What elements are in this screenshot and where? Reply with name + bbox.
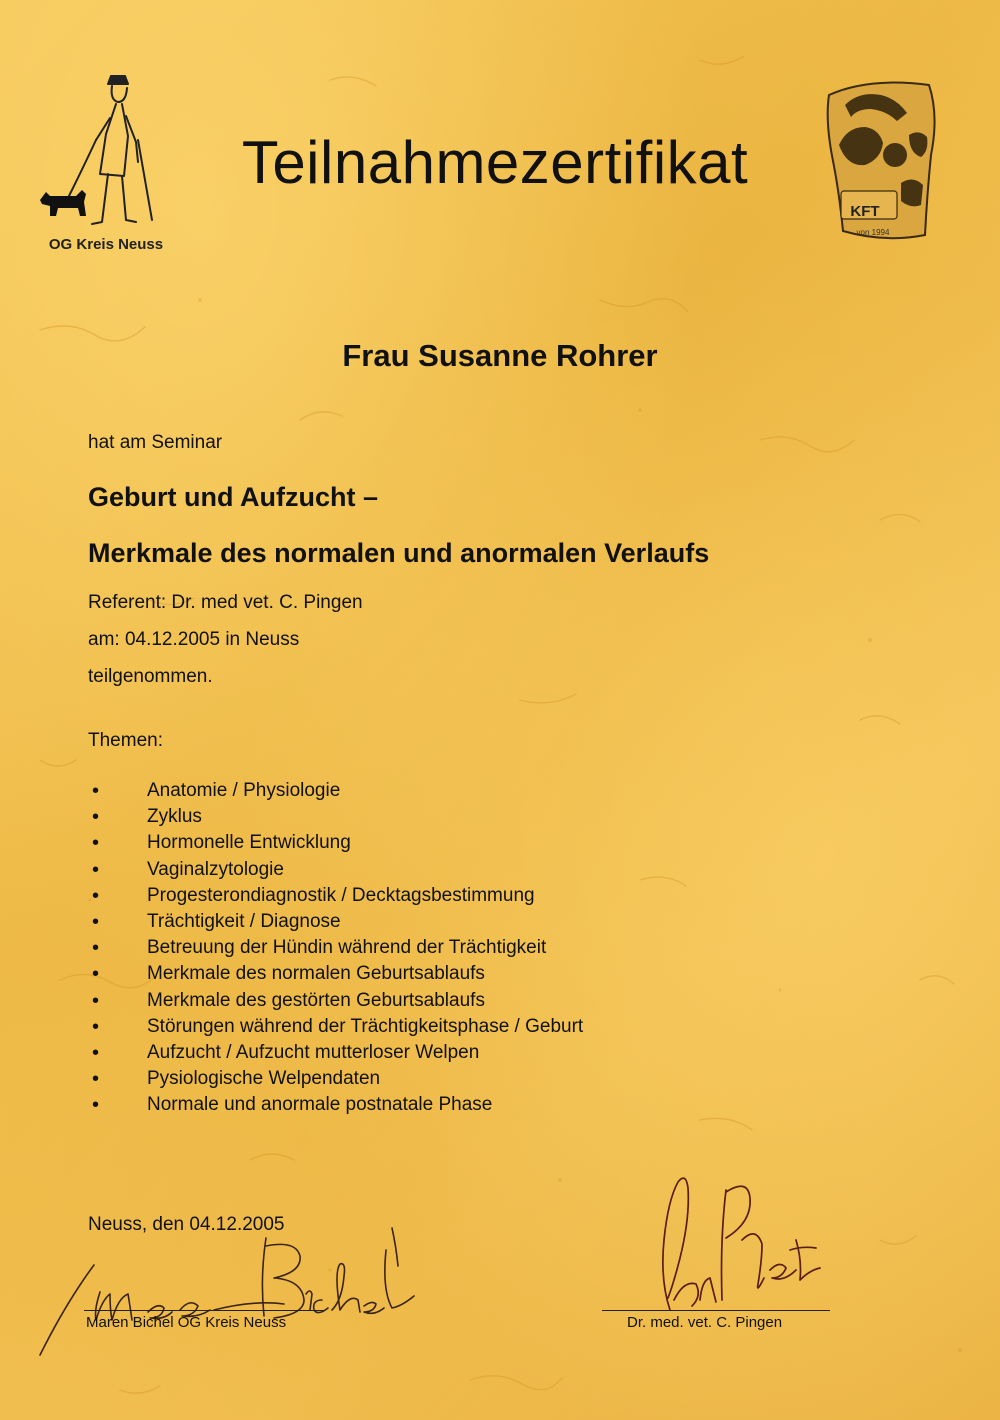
list-item bbox=[88, 857, 908, 883]
topic-label: Zyklus bbox=[147, 806, 202, 828]
list-item bbox=[88, 909, 908, 935]
topic-label: Hormonelle Entwicklung bbox=[147, 832, 351, 854]
list-item bbox=[88, 1092, 908, 1118]
logo-left-caption: OG Kreis Neuss bbox=[48, 236, 164, 253]
topic-label: Normale und anormale postnatale Phase bbox=[147, 1094, 493, 1116]
topic-label: Betreuung der Hündin während der Trächtigkeit bbox=[147, 937, 547, 959]
bullet-icon: • bbox=[92, 806, 100, 829]
list-item bbox=[88, 1066, 908, 1092]
topic-label: Vaginalzytologie bbox=[147, 858, 284, 880]
bullet-icon: • bbox=[92, 910, 100, 933]
topic-label: Anatomie / Physiologie bbox=[147, 780, 341, 801]
recipient-name: Frau Susanne Rohrer bbox=[342, 338, 658, 373]
list-item bbox=[88, 804, 908, 830]
referent-text: Referent: Dr. med vet. C. Pingen bbox=[88, 592, 363, 613]
bullet-icon: • bbox=[92, 937, 100, 960]
bullet-icon: • bbox=[92, 780, 100, 802]
topics-list bbox=[88, 778, 908, 1118]
bullet-icon: • bbox=[92, 1041, 100, 1064]
bullet-icon: • bbox=[92, 1094, 100, 1117]
list-item bbox=[88, 935, 908, 961]
topic-label: Pysiologische Welpendaten bbox=[147, 1068, 381, 1090]
list-item bbox=[88, 778, 908, 804]
bullet-icon: • bbox=[92, 963, 100, 986]
seminar-title-line2: Merkmale des normalen und anormalen Verlaufs bbox=[88, 538, 710, 568]
bullet-icon: • bbox=[92, 1015, 100, 1038]
topic-label: Progesterondiagnostik / Decktagsbestimmung bbox=[147, 884, 535, 906]
list-item bbox=[88, 988, 908, 1014]
logo-right-text: KFT bbox=[850, 203, 880, 220]
signer-right-caption: Dr. med. vet. C. Pingen bbox=[627, 1314, 783, 1331]
list-item bbox=[88, 961, 908, 987]
participated-text: teilgenommen. bbox=[88, 666, 213, 687]
list-item bbox=[88, 830, 908, 856]
list-item bbox=[88, 1014, 908, 1040]
signature-line-right bbox=[602, 1310, 830, 1311]
signer-left-caption: Maren Bichel OG Kreis Neuss bbox=[86, 1314, 287, 1331]
bullet-icon: • bbox=[92, 1068, 100, 1091]
topics-heading: Themen: bbox=[88, 730, 163, 751]
signature-left bbox=[30, 1220, 420, 1360]
seminar-date-place: am: 04.12.2005 in Neuss bbox=[88, 629, 300, 650]
bullet-icon: • bbox=[92, 832, 100, 855]
page-title: Teilnahmezertifikat bbox=[241, 129, 749, 196]
topic-label: Merkmale des gestörten Geburtsablaufs bbox=[147, 989, 485, 1011]
bullet-icon: • bbox=[92, 858, 100, 881]
topic-label: Aufzucht / Aufzucht mutterloser Welpen bbox=[147, 1041, 480, 1063]
bullet-icon: • bbox=[92, 884, 100, 907]
topic-label: Störungen während der Trächtigkeitsphase / Geburt bbox=[147, 1015, 584, 1037]
topic-label: Trächtigkeit / Diagnose bbox=[147, 910, 341, 932]
seminar-title-line1: Geburt und Aufzucht – bbox=[88, 482, 378, 512]
issue-place-date: Neuss, den 04.12.2005 bbox=[88, 1214, 285, 1235]
topic-label: Merkmale des normalen Geburtsablaufs bbox=[147, 963, 485, 985]
bullet-icon: • bbox=[92, 989, 100, 1012]
list-item bbox=[88, 883, 908, 909]
intro-text: hat am Seminar bbox=[88, 432, 223, 453]
signature-line-left bbox=[84, 1310, 324, 1311]
man-walking-dog-logo bbox=[30, 70, 180, 260]
list-item bbox=[88, 1040, 908, 1066]
logo-right-year: von 1994 bbox=[856, 228, 890, 237]
